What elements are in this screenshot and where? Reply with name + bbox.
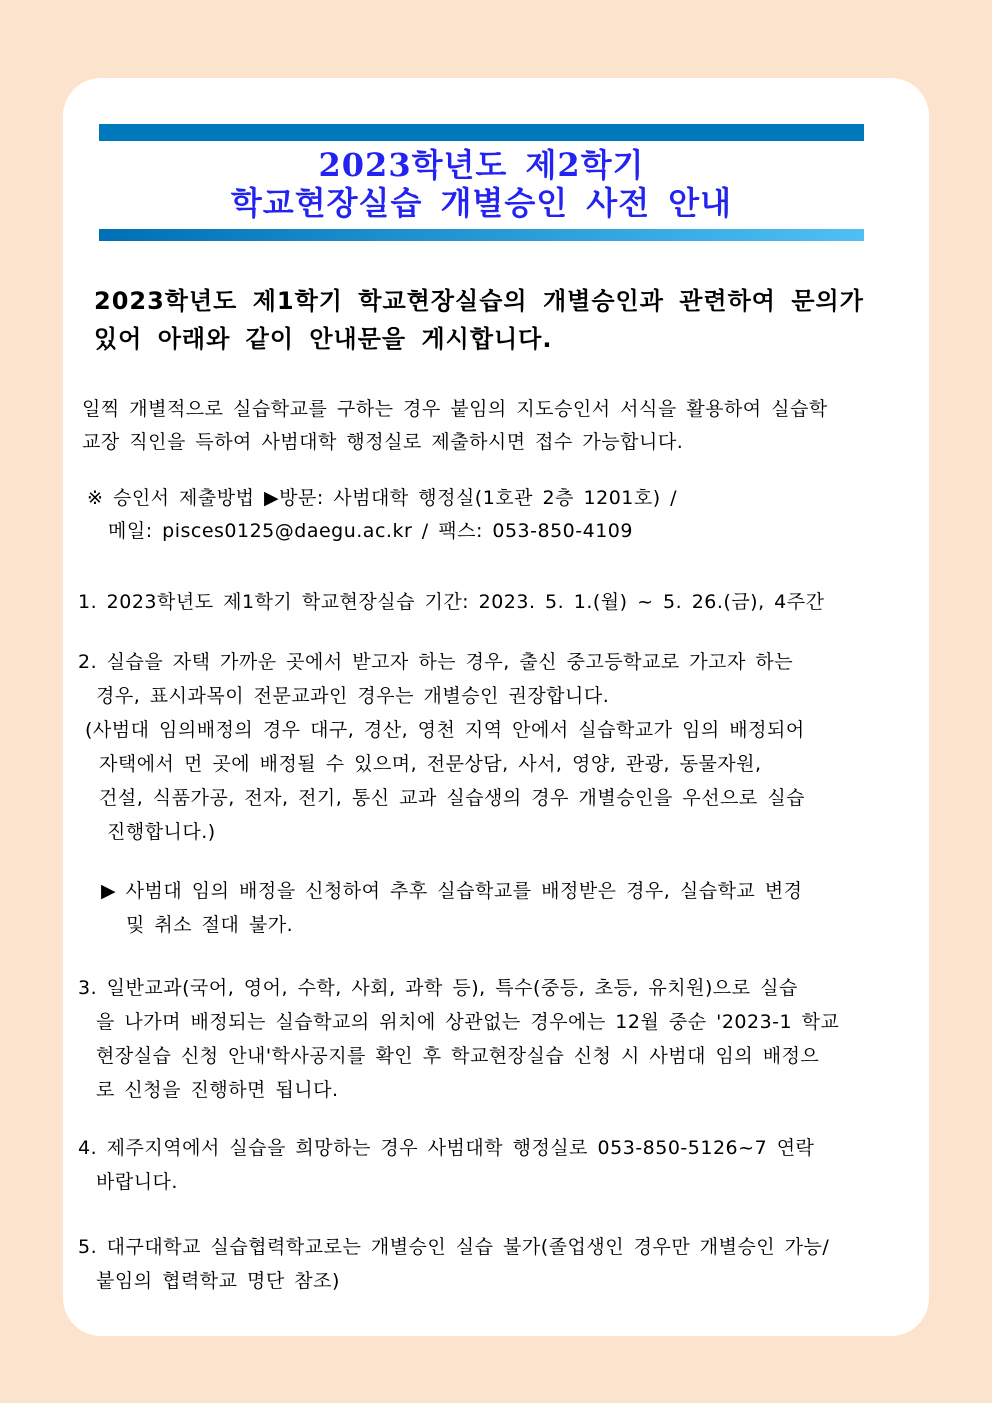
notice-title [99, 141, 864, 229]
intro-line2: 있어 아래와 같이 안내문을 게시합니다. [94, 325, 553, 353]
submission-line1: ※ 승인서 제출방법 ▶방문: 사범대학 행정실(1호관 2층 1201호) / [87, 487, 678, 509]
item3-line2: 을 나가며 배정되는 실습학교의 위치에 상관없는 경우에는 12월 중순 '2023-1 학교 [96, 1011, 840, 1033]
item3-line3: 현장실습 신청 안내'학사공지를 확인 후 학교현장실습 신청 시 사범대 임의 배정으 [96, 1045, 820, 1067]
notice-title-line1: 2023학년도 제2학기 [318, 146, 645, 184]
item5-line1: 5. 대구대학교 실습협력학교로는 개별승인 실습 불가(졸업생인 경우만 개별승인 가능/ [78, 1236, 830, 1258]
item5-line2: 붙임의 협력학교 명단 참조) [96, 1270, 340, 1292]
header-bottom-bar [99, 229, 864, 241]
item2-line5: 건설, 식품가공, 전자, 전기, 통신 교과 실습생의 경우 개별승인을 우선으로 실습 [99, 787, 806, 809]
item2-line2: 경우, 표시과목이 전문교과인 경우는 개별승인 권장합니다. [96, 685, 610, 707]
notice-card [63, 78, 929, 1336]
item2-line1: 2. 실습을 자택 가까운 곳에서 받고자 하는 경우, 출신 중고등학교로 가고자 하는 [78, 651, 794, 673]
item4-line1: 4. 제주지역에서 실습을 희망하는 경우 사범대학 행정실로 053-850-5126~7 연락 [78, 1137, 815, 1159]
notice-title-line2: 학교현장실습 개별승인 사전 안내 [230, 184, 733, 222]
item2-line3: (사범대 임의배정의 경우 대구, 경산, 영천 지역 안에서 실습학교가 임의 배정되어 [85, 719, 805, 741]
overview-paragraph [63, 393, 929, 459]
submission-line2-email-fax: 메일: pisces0125@daegu.ac.kr / 팩스: 053-850-4109 [108, 520, 633, 542]
item2-note-line2: 및 취소 절대 불가. [126, 914, 294, 936]
item2-note-line1: ▶ 사범대 임의 배정을 신청하여 추후 실습학교를 배정받은 경우, 실습학교 변경 [101, 880, 803, 902]
item3-line1: 3. 일반교과(국어, 영어, 수학, 사회, 과학 등), 특수(중등, 초등, 유치원)으로 실습 [78, 977, 798, 999]
overview-line1: 일찍 개별적으로 실습학교를 구하는 경우 붙임의 지도승인서 서식을 활용하여 실습학 [82, 398, 828, 420]
item2-line6: 진행합니다.) [107, 821, 216, 843]
list-item-5-partner-schools [63, 1230, 929, 1298]
submission-method-note [63, 482, 929, 548]
list-item-2-warning-note [63, 874, 929, 942]
intro-line1: 2023학년도 제1학기 학교현장실습의 개별승인과 관련하여 문의가 [94, 287, 864, 315]
list-item-4-jeju-region [63, 1131, 929, 1199]
list-item-3-general-subjects [63, 971, 929, 1107]
list-item-1-practice-period [63, 585, 929, 619]
overview-line2: 교장 직인을 득하여 사범대학 행정실로 제출하시면 접수 가능합니다. [82, 431, 684, 453]
item4-line2: 바랍니다. [96, 1171, 178, 1193]
item3-line4: 로 신청을 진행하면 됩니다. [96, 1079, 339, 1101]
list-item-2-individual-approval-cases [63, 645, 929, 849]
item1-line1: 1. 2023학년도 제1학기 학교현장실습 기간: 2023. 5. 1.(월) ~ 5. 26.(금), 4주간 [78, 591, 825, 613]
intro-paragraph [63, 282, 929, 358]
header-top-bar [99, 124, 864, 141]
item2-line4: 자택에서 먼 곳에 배정될 수 있으며, 전문상담, 사서, 영양, 관광, 동물자원, [99, 753, 762, 775]
